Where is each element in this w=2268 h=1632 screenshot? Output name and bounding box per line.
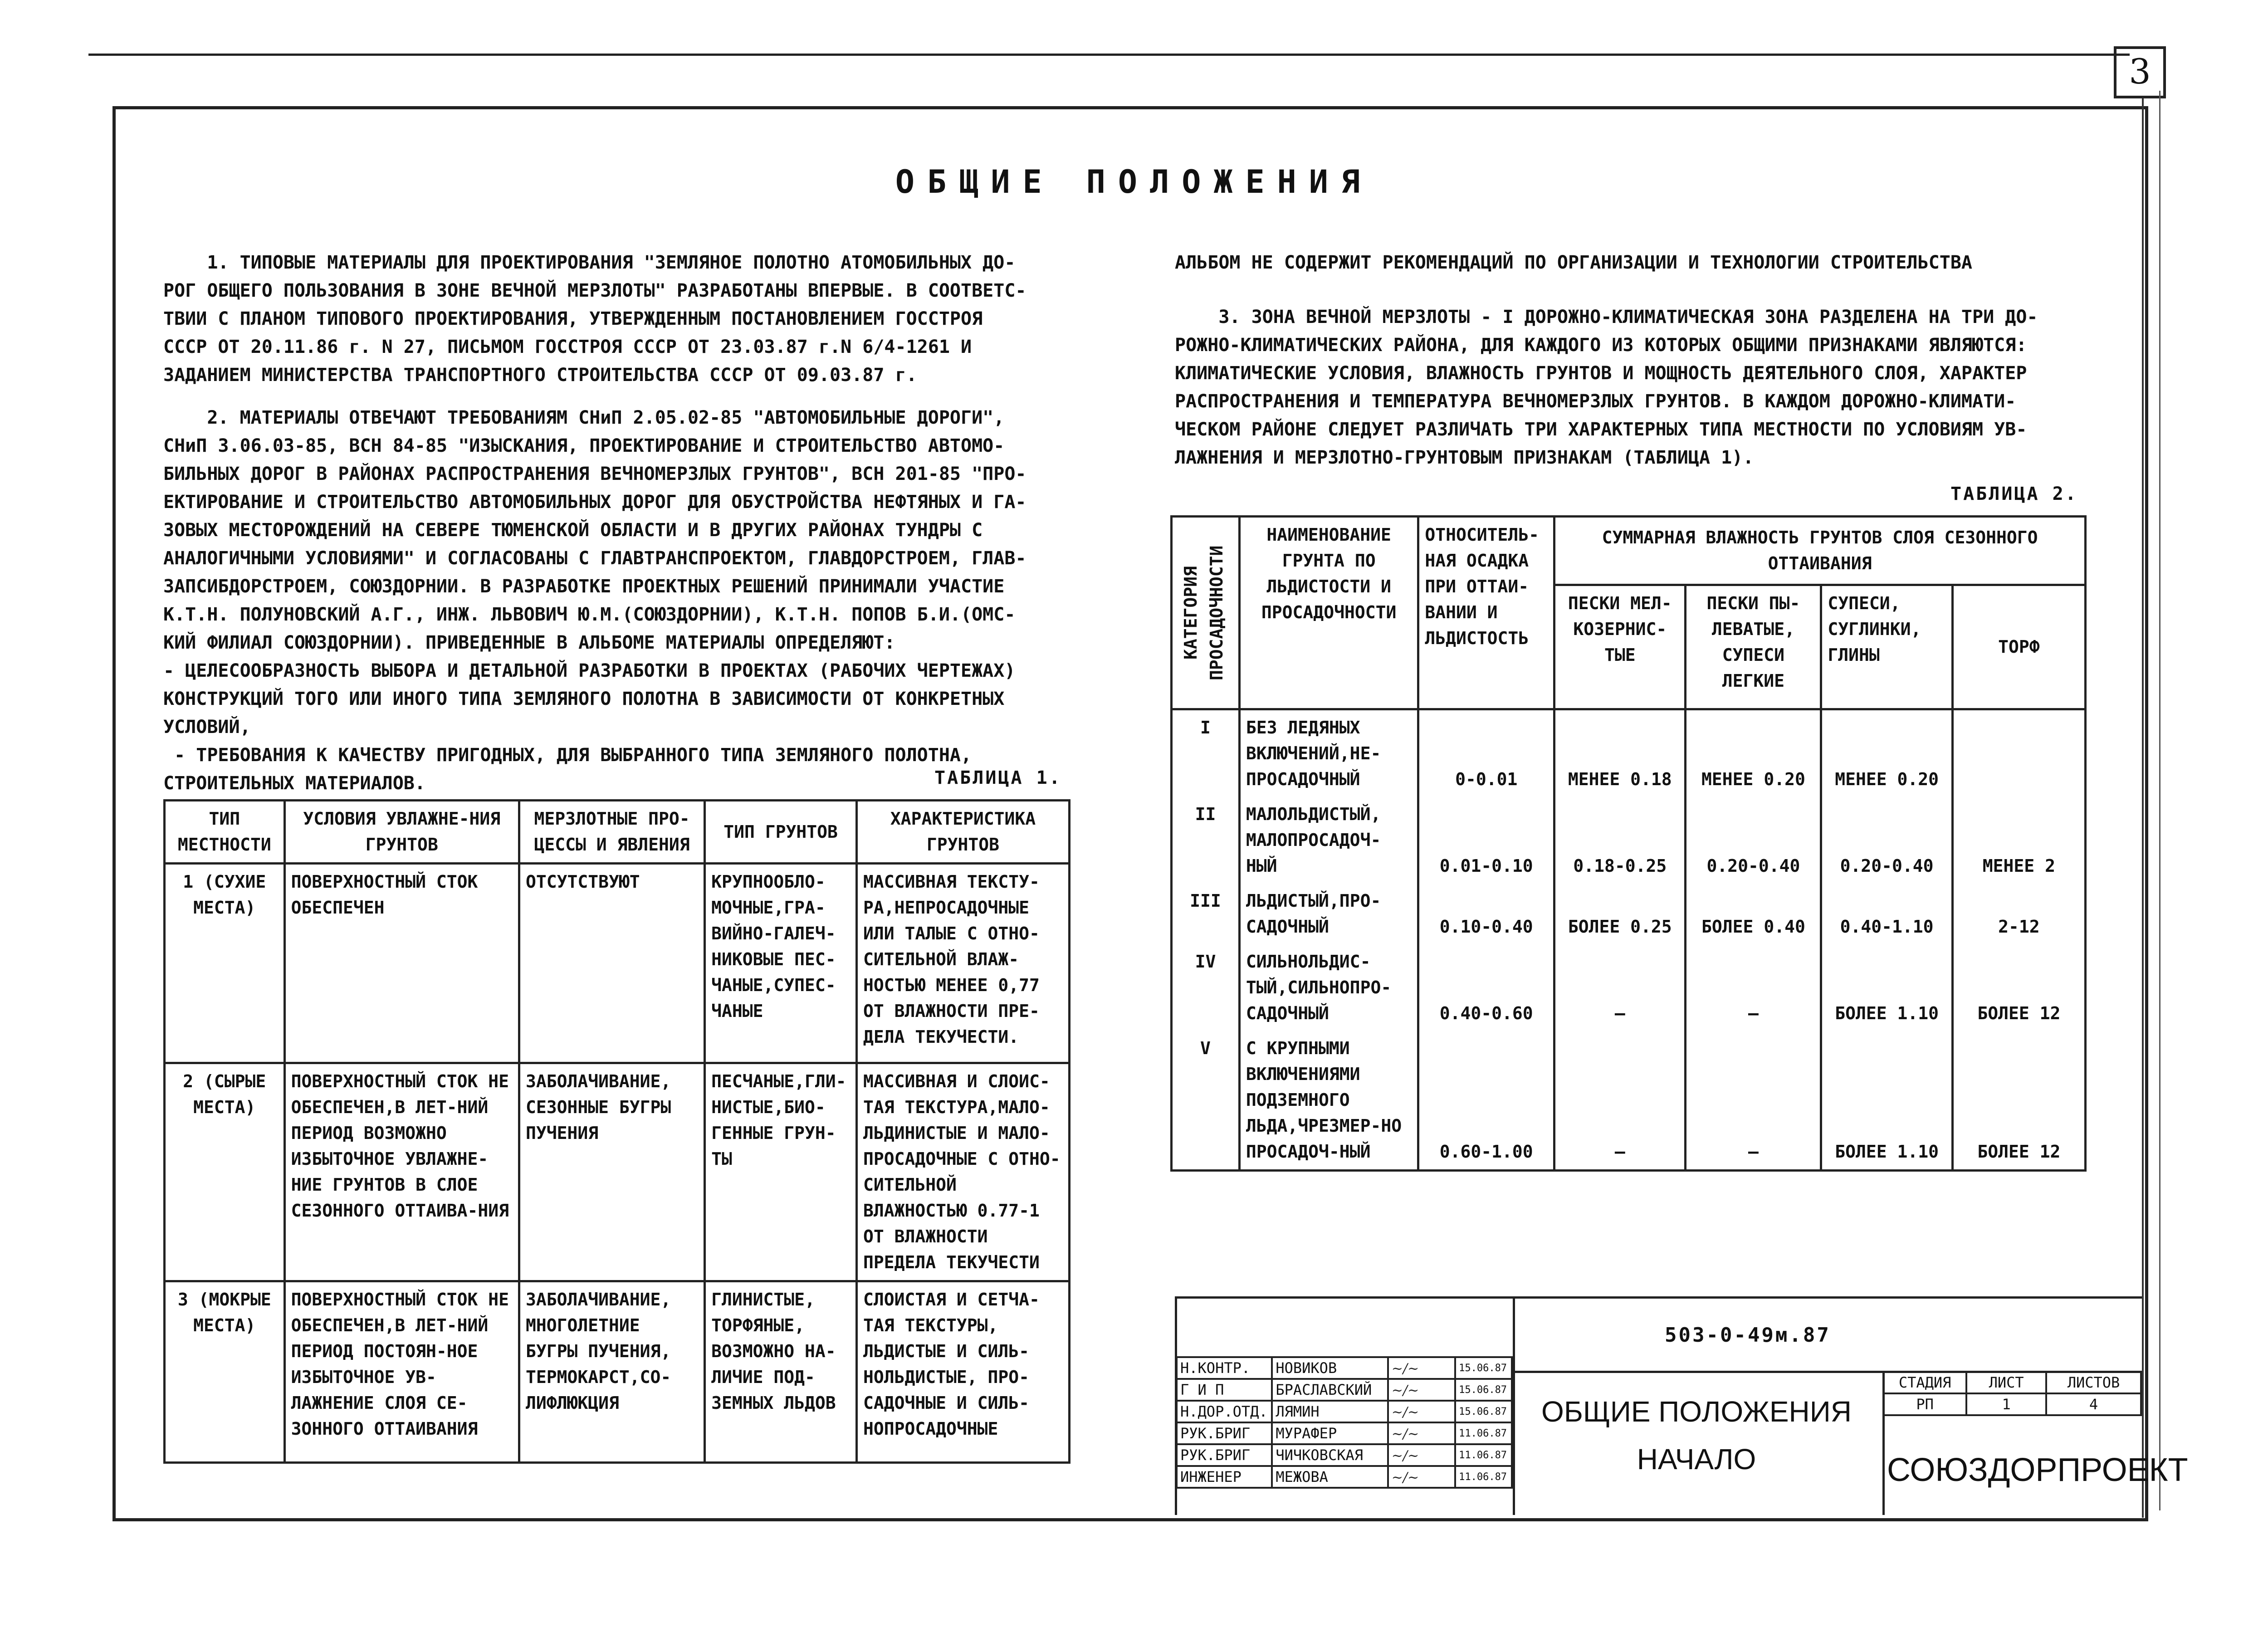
table2-cell: I: [1172, 709, 1240, 797]
page-number: 3: [2114, 46, 2166, 98]
table2-cell: БОЛЕЕ 12: [1952, 944, 2085, 1031]
signature-mark: ~/~: [1391, 1361, 1419, 1377]
table-1: [163, 799, 1070, 1464]
stage-table: [1882, 1371, 2142, 1416]
signer-name: ЛЯМИН: [1272, 1401, 1388, 1422]
table1-cell: ОТСУТСТВУЮТ: [519, 864, 704, 1063]
table2-cell: БОЛЕЕ 1.10: [1821, 1031, 1952, 1171]
table2-cell: III: [1172, 884, 1240, 944]
table2-subheader: ТОРФ: [1952, 585, 2085, 709]
table2-cell: БОЛЕЕ 0.25: [1554, 884, 1686, 944]
table1-cell: 1 (СУХИЕ МЕСТА): [165, 864, 285, 1063]
table1-header-row: [165, 801, 1070, 864]
table-row: [1172, 944, 2086, 1031]
signer-name: МУРАФЕР: [1272, 1422, 1388, 1444]
table2-cell: II: [1172, 797, 1240, 884]
table2-cell: МЕНЕЕ 0.18: [1554, 709, 1686, 797]
signer-name: НОВИКОВ: [1272, 1357, 1388, 1379]
doc-title-1: ОБЩИЕ ПОЛОЖЕНИЯ: [1541, 1395, 1852, 1428]
signature-mark: ~/~: [1391, 1404, 1419, 1420]
binding-line-2: [2159, 91, 2160, 1510]
table-2: [1170, 515, 2087, 1172]
table2-cell: 0.40-1.10: [1821, 884, 1952, 944]
signer-name: МЕЖОВА: [1272, 1466, 1388, 1488]
signature-mark: ~/~: [1391, 1470, 1419, 1485]
table2-cell: БОЛЕЕ 1.10: [1821, 944, 1952, 1031]
signature: [1388, 1422, 1455, 1444]
table2-cell: —: [1686, 944, 1821, 1031]
table-row: [1172, 884, 2086, 944]
table-row: [165, 1281, 1070, 1463]
signature-mark: ~/~: [1391, 1426, 1419, 1442]
sheets-label: ЛИСТОВ: [2046, 1372, 2141, 1393]
table2-cell: МЕНЕЕ 0.20: [1686, 709, 1821, 797]
table1-header: УСЛОВИЯ УВЛАЖНЕ-НИЯ ГРУНТОВ: [284, 801, 519, 864]
top-rule: [88, 54, 2130, 56]
table1-cell: МАССИВНАЯ ТЕКСТУ-РА,НЕПРОСАДОЧНЫЕ ИЛИ ТАЛЫЕ С ОТНО-СИТЕЛЬНОЙ ВЛАЖ-НОСТЬЮ МЕНЕЕ 0,77 ОТ ВЛАЖНОСТИ ПРЕ-ДЕЛА ТЕКУЧЕСТИ.: [856, 864, 1069, 1063]
table2-header-category: [1172, 517, 1240, 709]
table2-cell: СИЛЬНОЛЬДИС-ТЫЙ,СИЛЬНОПРО-САДОЧНЫЙ: [1239, 944, 1418, 1031]
table-row: [165, 864, 1070, 1063]
table1-header: ХАРАКТЕРИСТИКА ГРУНТОВ: [856, 801, 1069, 864]
signer-date: 11.06.87: [1455, 1422, 1512, 1444]
binding-line: [2142, 98, 2144, 1518]
table2-cell: —: [1554, 1031, 1686, 1171]
signer-role: Г И П: [1177, 1379, 1272, 1401]
page-title: ОБЩИЕ ПОЛОЖЕНИЯ: [895, 163, 1373, 200]
signer-row: [1177, 1466, 1512, 1488]
signer-row: [1177, 1357, 1512, 1379]
table1-header: ТИП ГРУНТОВ: [705, 801, 857, 864]
signature: [1388, 1401, 1455, 1422]
sheet-label: ЛИСТ: [1966, 1372, 2046, 1393]
table2-cell: МЕНЕЕ 0.20: [1821, 709, 1952, 797]
table2-header-category-label: КАТЕГОРИЯ ПРОСАДОЧНОСТИ: [1181, 545, 1227, 680]
signer-role: Н.ДОР.ОТД.: [1177, 1401, 1272, 1422]
table1-cell: ПОВЕРХНОСТНЫЙ СТОК НЕ ОБЕСПЕЧЕН,В ЛЕТ-НИЙ ПЕРИОД ПОСТОЯН-НОЕ ИЗБЫТОЧНОЕ УВ-ЛАЖНЕНИЕ СЛОЯ СЕ-ЗОННОГО ОТТАИВАНИЯ: [284, 1281, 519, 1463]
table2-cell: IV: [1172, 944, 1240, 1031]
signer-row: [1177, 1401, 1512, 1422]
table1-header: ТИП МЕСТНОСТИ: [165, 801, 285, 864]
stage-value: РП: [1883, 1393, 1966, 1415]
signature-mark: ~/~: [1391, 1383, 1419, 1398]
signers-table: [1176, 1356, 1513, 1489]
table1-cell: КРУПНООБЛО-МОЧНЫЕ,ГРА-ВИЙНО-ГАЛЕЧ-НИКОВЫЕ ПЕС-ЧАНЫЕ,СУПЕС-ЧАНЫЕ: [705, 864, 857, 1063]
table2-cell: 0.20-0.40: [1821, 797, 1952, 884]
table1-cell: 2 (СЫРЫЕ МЕСТА): [165, 1063, 285, 1281]
table1-cell: ЗАБОЛАЧИВАНИЕ, СЕЗОННЫЕ БУГРЫ ПУЧЕНИЯ: [519, 1063, 704, 1281]
stage-label: СТАДИЯ: [1883, 1372, 1966, 1393]
table2-cell: БЕЗ ЛЕДЯНЫХ ВКЛЮЧЕНИЙ,НЕ-ПРОСАДОЧНЫЙ: [1239, 709, 1418, 797]
paragraph-3: 3. ЗОНА ВЕЧНОЙ МЕРЗЛОТЫ - I ДОРОЖНО-КЛИМАТИЧЕСКАЯ ЗОНА РАЗДЕЛЕНА НА ТРИ ДО- РОЖНО-КЛИМАТИЧЕСКИХ РАЙОНА, ДЛЯ КАЖДОГО ИЗ КОТОРЫХ ОБЩИМИ ПРИЗНАКАМИ ЯВЛЯЮТСЯ: КЛИМАТИЧЕСКИЕ УСЛОВИЯ, ВЛАЖНОСТЬ ГРУНТОВ И МОЩНОСТЬ ДЕЯТЕЛЬНОГО СЛОЯ, ХАРАКТЕР РАСПРОСТРАНЕНИЯ И ТЕМПЕРАТУРА ВЕЧНОМЕРЗЛЫХ ГРУНТОВ. В КАЖДОМ ДОРОЖНО-КЛИМАТИ- ЧЕСКОМ РАЙОНЕ СЛЕДУЕТ РАЗЛИЧАТЬ ТРИ ХАРАКТЕРНЫХ ТИПА МЕСТНОСТИ ПО УСЛОВИЯМ УВ- ЛАЖНЕНИЯ И МЕРЗЛОТНО-ГРУНТОВЫМ ПРИЗНАКАМ (ТАБЛИЦА 1).: [1175, 307, 2038, 468]
table2-header-settle: ОТНОСИТЕЛЬ-НАЯ ОСАДКА ПРИ ОТТАИ-ВАНИИ И ЛЬДИСТОСТЬ: [1418, 517, 1554, 709]
table1-cell: МАССИВНАЯ И СЛОИС-ТАЯ ТЕКСТУРА,МАЛО-ЛЬДИНИСТЫЕ И МАЛО-ПРОСАДОЧНЫЕ С ОТНО-СИТЕЛЬНОЙ ВЛАЖНОСТЬЮ 0.77-1 ОТ ВЛАЖНОСТИ ПРЕДЕЛА ТЕКУЧЕСТИ: [856, 1063, 1069, 1281]
table2-cell: БОЛЕЕ 0.40: [1686, 884, 1821, 944]
table1-cell: ПЕСЧАНЫЕ,ГЛИ-НИСТЫЕ,БИО-ГЕННЫЕ ГРУН-ТЫ: [705, 1063, 857, 1281]
paragraph-1: 1. ТИПОВЫЕ МАТЕРИАЛЫ ДЛЯ ПРОЕКТИРОВАНИЯ "ЗЕМЛЯНОЕ ПОЛОТНО АТОМОБИЛЬНЫХ ДО- РОГ ОБЩЕГО ПОЛЬЗОВАНИЯ В ЗОНЕ ВЕЧНОЙ МЕРЗЛОТЫ" РАЗРАБОТАНЫ ВПЕРВЫЕ. В СООТВЕТС- ТВИИ С ПЛАНОМ ТИПОВОГО ПРОЕКТИРОВАНИЯ, УТВЕРЖДЕННЫМ ПОСТАНОВЛЕНИЕМ ГОССТРОЯ СССР ОТ 20.11.86 г. N 27, ПИСЬМОМ ГОССТРОЯ СССР ОТ 23.03.87 г.N 6/4-1261 И ЗАДАНИЕМ МИНИСТЕРСТВА ТРАНСПОРТНОГО СТРОИТЕЛЬСТВА СССР ОТ 09.03.87 г.: [163, 252, 1026, 386]
table1-cell: ПОВЕРХНОСТНЫЙ СТОК НЕ ОБЕСПЕЧЕН,В ЛЕТ-НИЙ ПЕРИОД ВОЗМОЖНО ИЗБЫТОЧНОЕ УВЛАЖНЕ-НИЕ ГРУНТОВ В СЛОЕ СЕЗОННОГО ОТТАИВА-НИЯ: [284, 1063, 519, 1281]
table2-subheader: СУПЕСИ, СУГЛИНКИ, ГЛИНЫ: [1821, 585, 1952, 709]
table2-header-name: НАИМЕНОВАНИЕ ГРУНТА ПО ЛЬДИСТОСТИ И ПРОСАДОЧНОСТИ: [1239, 517, 1418, 709]
sheet-value: 1: [1966, 1393, 2046, 1415]
paragraph-2: 2. МАТЕРИАЛЫ ОТВЕЧАЮТ ТРЕБОВАНИЯМ СНиП 2.05.02-85 "АВТОМОБИЛЬНЫЕ ДОРОГИ", СНиП 3.06.03-85, ВСН 84-85 "ИЗЫСКАНИЯ, ПРОЕКТИРОВАНИЕ И СТРОИТЕЛЬСТВО АВТОМО- БИЛЬНЫХ ДОРОГ В РАЙОНАХ РАСПРОСТРАНЕНИЯ ВЕЧНОМЕРЗЛЫХ ГРУНТОВ", ВСН 201-85 "ПРО- ЕКТИРОВАНИЕ И СТРОИТЕЛЬСТВО АВТОМОБИЛЬНЫХ ДОРОГ ДЛЯ ОБУСТРОЙСТВА НЕФТЯНЫХ И ГА- ЗОВЫХ МЕСТОРОЖДЕНИЙ НА СЕВЕРЕ ТЮМЕНСКОЙ ОБЛАСТИ И В ДРУГИХ РАЙОНАХ ТУНДРЫ С АНАЛОГИЧНЫМИ УСЛОВИЯМИ" И СОГЛАСОВАНЫ С ГЛАВТРАНСПРОЕКТОМ, ГЛАВДОРСТРОЕМ, ГЛАВ- ЗАПСИБДОРСТРОЕМ, СОЮЗДОРНИИ. В РАЗРАБОТКЕ ПРОЕКТНЫХ РЕШЕНИЙ ПРИНИМАЛИ УЧАСТИЕ К.Т.Н. ПОЛУНОВСКИЙ А.Г., ИНЖ. ЛЬВОВИЧ Ю.М.(СОЮЗДОРНИИ), К.Т.Н. ПОПОВ Б.И.(ОМС- КИЙ ФИЛИАЛ СОЮЗДОРНИИ). ПРИВЕДЕННЫЕ В АЛЬБОМЕ МАТЕРИАЛЫ ОПРЕДЕЛЯЮТ: - ЦЕЛЕСООБРАЗНОСТЬ ВЫБОРА И ДЕТАЛЬНОЙ РАЗРАБОТКИ В ПРОЕКТАХ (РАБОЧИХ ЧЕРТЕЖАХ) КОНСТРУКЦИЙ ТОГО ИЛИ ИНОГО ТИПА ЗЕМЛЯНОГО ПОЛОТНА В ЗАВИСИМОСТИ ОТ КОНКРЕТНЫХ УСЛОВИЙ, - ТРЕБОВАНИЯ К КАЧЕСТВУ ПРИГОДНЫХ, ДЛЯ ВЫБРАННОГО ТИПА ЗЕМЛЯНОГО ПОЛОТНА, СТРОИТЕЛЬНЫХ МАТЕРИАЛОВ.: [163, 407, 1026, 794]
table1-cell: ГЛИНИСТЫЕ, ТОРФЯНЫЕ, ВОЗМОЖНО НА-ЛИЧИЕ ПОД-ЗЕМНЫХ ЛЬДОВ: [705, 1281, 857, 1463]
table2-cell: V: [1172, 1031, 1240, 1171]
table-row: [1172, 1031, 2086, 1171]
signer-date: 15.06.87: [1455, 1357, 1512, 1379]
table2-cell: —: [1686, 1031, 1821, 1171]
signer-row: [1177, 1379, 1512, 1401]
album-note: АЛЬБОМ НЕ СОДЕРЖИТ РЕКОМЕНДАЦИЙ ПО ОРГАНИЗАЦИИ И ТЕХНОЛОГИИ СТРОИТЕЛЬСТВА: [1175, 252, 1972, 273]
signer-date: 11.06.87: [1455, 1466, 1512, 1488]
table-row: [1172, 709, 2086, 797]
table-row: [1172, 797, 2086, 884]
table1-cell: 3 (МОКРЫЕ МЕСТА): [165, 1281, 285, 1463]
table2-cell: 0.20-0.40: [1686, 797, 1821, 884]
table2-cell: 2-12: [1952, 884, 2085, 944]
table2-header-row: [1172, 517, 2086, 585]
table1-cell: ЗАБОЛАЧИВАНИЕ, МНОГОЛЕТНИЕ БУГРЫ ПУЧЕНИЯ, ТЕРМОКАРСТ,СО-ЛИФЛЮКЦИЯ: [519, 1281, 704, 1463]
signature: [1388, 1379, 1455, 1401]
table2-cell: —: [1554, 944, 1686, 1031]
document-code: 503-0-49м.87: [1665, 1324, 1831, 1347]
signature: [1388, 1466, 1455, 1488]
table2-cell: 0.18-0.25: [1554, 797, 1686, 884]
table-row: [165, 1063, 1070, 1281]
doc-title-2: НАЧАЛО: [1637, 1443, 1756, 1476]
table1-cell: СЛОИСТАЯ И СЕТЧА-ТАЯ ТЕКСТУРЫ, ЛЬДИСТЫЕ И СИЛЬ-НОЛЬДИСТЫЕ, ПРО-САДОЧНЫЕ И СИЛЬ-НОПРОСАДОЧНЫЕ: [856, 1281, 1069, 1463]
signature: [1388, 1444, 1455, 1466]
table2-cell: С КРУПНЫМИ ВКЛЮЧЕНИЯМИ ПОДЗЕМНОГО ЛЬДА,ЧРЕЗМЕР-НО ПРОСАДОЧ-НЫЙ: [1239, 1031, 1418, 1171]
table2-cell: [1952, 709, 2085, 797]
table2-subheader: ПЕСКИ МЕЛ-КОЗЕРНИС-ТЫЕ: [1554, 585, 1686, 709]
table2-cell: 0.40-0.60: [1418, 944, 1554, 1031]
table2-cell: 0.01-0.10: [1418, 797, 1554, 884]
table1-caption: ТАБЛИЦА 1.: [934, 767, 1062, 788]
table2-cell: 0.10-0.40: [1418, 884, 1554, 944]
signature: [1388, 1357, 1455, 1379]
table1-cell: ПОВЕРХНОСТНЫЙ СТОК ОБЕСПЕЧЕН: [284, 864, 519, 1063]
signer-row: [1177, 1422, 1512, 1444]
signer-date: 15.06.87: [1455, 1379, 1512, 1401]
table2-caption: ТАБЛИЦА 2.: [1950, 484, 2078, 504]
signer-role: ИНЖЕНЕР: [1177, 1466, 1272, 1488]
signer-date: 15.06.87: [1455, 1401, 1512, 1422]
signer-role: Н.КОНТР.: [1177, 1357, 1272, 1379]
signature-mark: ~/~: [1391, 1448, 1419, 1464]
signer-name: БРАСЛАВСКИЙ: [1272, 1379, 1388, 1401]
signer-role: РУК.БРИГ: [1177, 1444, 1272, 1466]
table2-cell: БОЛЕЕ 12: [1952, 1031, 2085, 1171]
signer-name: ЧИЧКОВСКАЯ: [1272, 1444, 1388, 1466]
signer-role: РУК.БРИГ: [1177, 1422, 1272, 1444]
table2-subheader: ПЕСКИ ПЫ-ЛЕВАТЫЕ, СУПЕСИ ЛЕГКИЕ: [1686, 585, 1821, 709]
signer-row: [1177, 1444, 1512, 1466]
table2-cell: МАЛОЛЬДИСТЫЙ, МАЛОПРОСАДОЧ-НЫЙ: [1239, 797, 1418, 884]
table2-cell: ЛЬДИСТЫЙ,ПРО-САДОЧНЫЙ: [1239, 884, 1418, 944]
table2-cell: 0-0.01: [1418, 709, 1554, 797]
sheets-value: 4: [2046, 1393, 2141, 1415]
table2-header-group: СУММАРНАЯ ВЛАЖНОСТЬ ГРУНТОВ СЛОЯ СЕЗОННОГО ОТТАИВАНИЯ: [1554, 517, 2086, 585]
table1-header: МЕРЗЛОТНЫЕ ПРО-ЦЕССЫ И ЯВЛЕНИЯ: [519, 801, 704, 864]
table2-cell: 0.60-1.00: [1418, 1031, 1554, 1171]
organization-name: СОЮЗДОРПРОЕКТ: [1887, 1452, 2188, 1488]
signer-date: 11.06.87: [1455, 1444, 1512, 1466]
table2-cell: МЕНЕЕ 2: [1952, 797, 2085, 884]
